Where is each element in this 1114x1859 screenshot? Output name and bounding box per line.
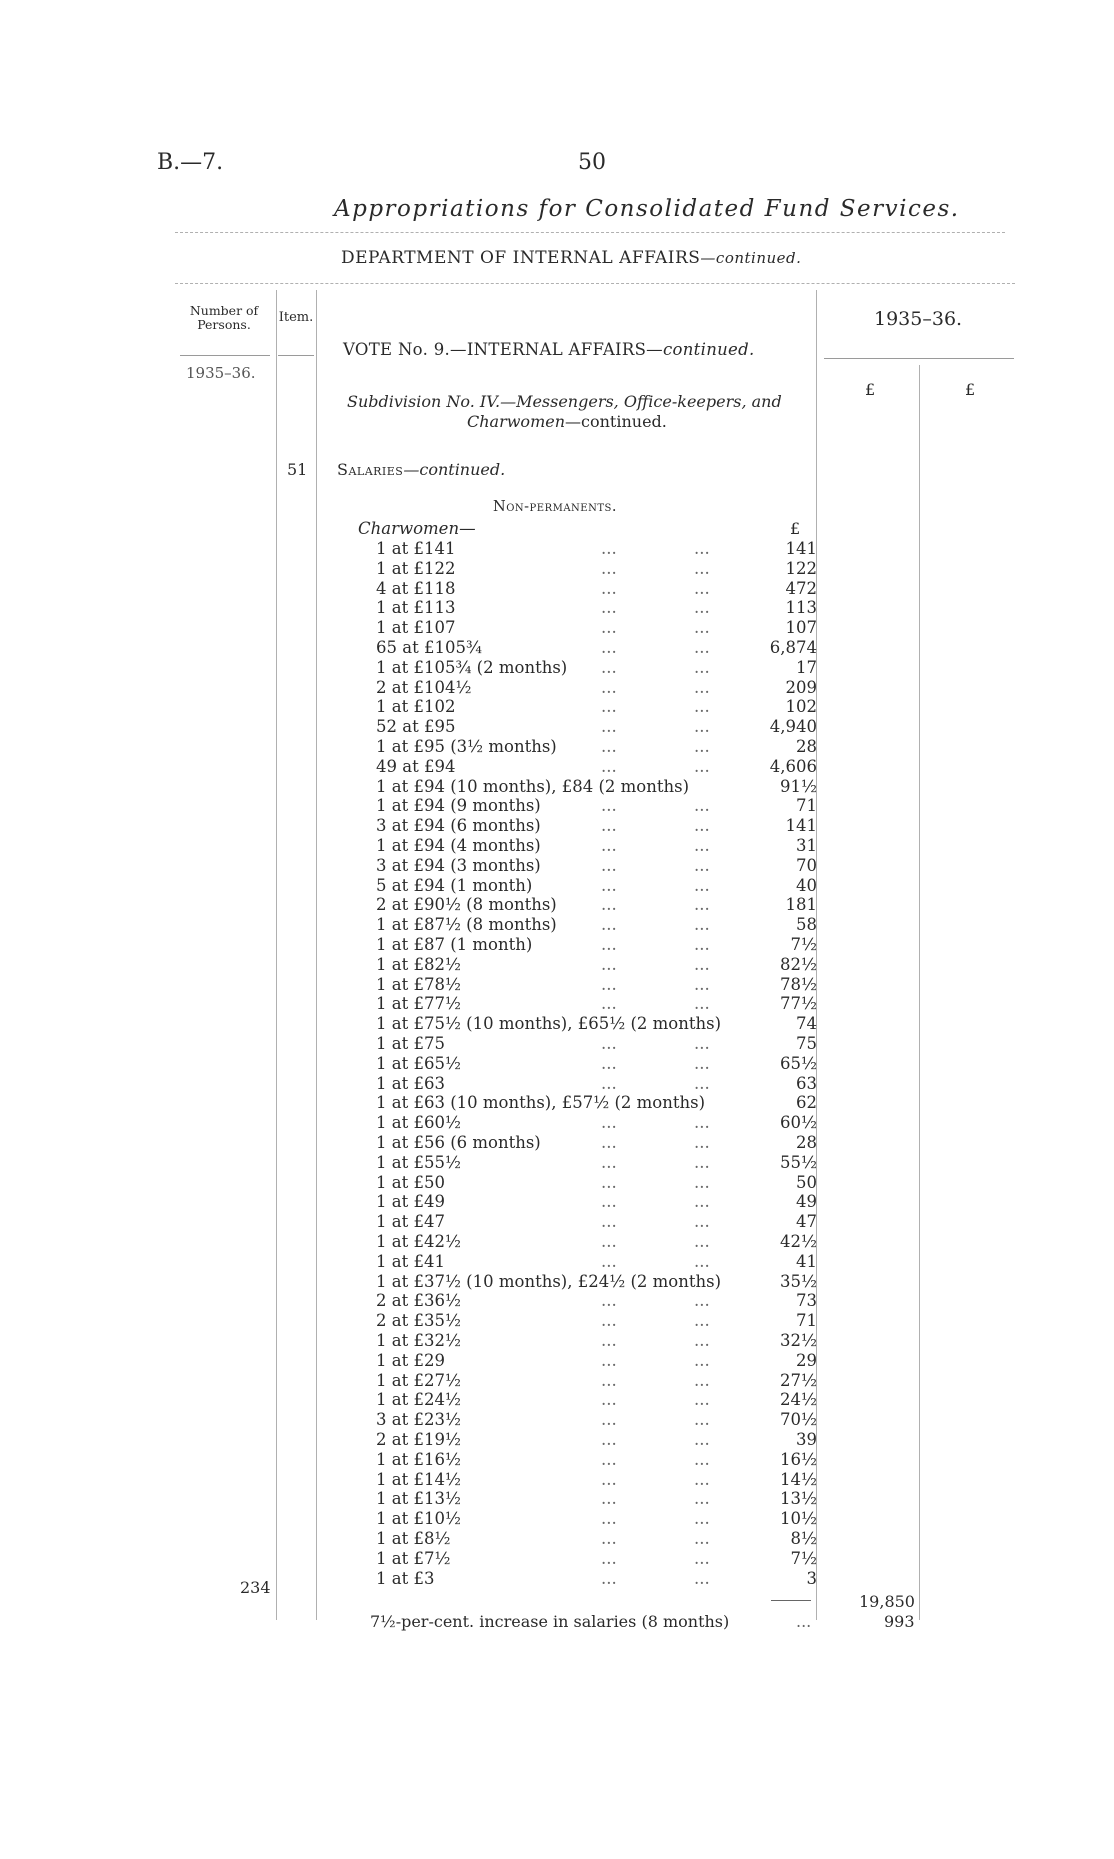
row-leader: ... [601, 895, 617, 915]
row-description: 2 at £90½ (8 months) [376, 895, 557, 915]
row-amount: 472 [785, 578, 817, 598]
row-leader: ... [601, 855, 617, 875]
row-leader: ... [601, 1410, 617, 1430]
table-row [376, 1153, 936, 1173]
row-amount: 60½ [780, 1113, 817, 1133]
salaries-continued: —continued. [403, 460, 506, 479]
row-amount: 4,606 [769, 756, 817, 776]
row-leader: ... [694, 1232, 710, 1251]
row-leader: ... [694, 1410, 710, 1430]
row-leader: ... [601, 1291, 617, 1311]
row-leader: ... [601, 1331, 617, 1350]
table-row [376, 1074, 936, 1094]
row-amount: 102 [785, 697, 817, 717]
row-description: 3 at £94 (3 months) [376, 855, 541, 875]
row-description: 1 at £50 [376, 1172, 445, 1192]
row-description: 3 at £23½ [376, 1410, 461, 1430]
row-description: 3 at £94 (6 months) [376, 816, 541, 836]
total-rule [771, 1600, 811, 1601]
row-leader: ... [601, 1311, 617, 1331]
row-description: 4 at £118 [376, 578, 456, 598]
table-row [376, 618, 936, 638]
table-row [376, 876, 936, 896]
row-amount: 71 [796, 1311, 817, 1331]
row-description: 49 at £94 [376, 756, 456, 776]
row-amount: 122 [785, 558, 817, 578]
table-row [376, 658, 936, 678]
row-leader: ... [694, 994, 710, 1014]
row-amount: 63 [796, 1073, 817, 1093]
row-leader: ... [601, 1113, 617, 1133]
row-leader: ... [694, 1568, 710, 1588]
row-description: 1 at £141 [376, 539, 456, 558]
row-amount: 74 [796, 1014, 817, 1034]
department-continued: —continued. [700, 249, 802, 267]
row-leader: ... [694, 1251, 710, 1271]
row-leader: ... [601, 1350, 617, 1370]
row-leader: ... [601, 1449, 617, 1469]
row-description: 1 at £122 [376, 558, 456, 578]
row-leader: ... [694, 796, 710, 816]
row-leader: ... [601, 618, 617, 638]
row-amount: 6,874 [769, 638, 817, 657]
row-amount: 10½ [780, 1509, 817, 1529]
table-row [376, 1014, 936, 1034]
row-amount: 141 [785, 816, 817, 836]
row-leader: ... [601, 1034, 617, 1053]
row-leader: ... [694, 598, 710, 618]
row-leader: ... [694, 618, 710, 638]
row-leader: ... [694, 638, 710, 657]
table-row [376, 1054, 936, 1074]
row-description: 1 at £94 (4 months) [376, 836, 541, 855]
row-amount: 24½ [780, 1390, 817, 1410]
row-amount: 141 [785, 539, 817, 558]
amount-pound-sign: £ [790, 519, 801, 538]
row-description: 1 at £94 (9 months) [376, 796, 541, 816]
salaries-label: Salaries [337, 460, 404, 479]
table-row [376, 994, 936, 1014]
row-amount: 209 [785, 677, 817, 697]
row-leader: ... [601, 1192, 617, 1212]
row-leader: ... [694, 974, 710, 994]
subdivision-line-2 [467, 412, 667, 431]
table-row [376, 1034, 936, 1054]
row-leader: ... [694, 895, 710, 915]
row-leader: ... [694, 1370, 710, 1390]
row-description: 5 at £94 (1 month) [376, 875, 533, 895]
row-amount: 73 [796, 1291, 817, 1311]
row-amount: 62 [796, 1093, 817, 1113]
table-row [376, 598, 936, 618]
row-description: 65 at £105¾ [376, 638, 482, 657]
row-description: 1 at £49 [376, 1192, 445, 1212]
row-amount: 65½ [780, 1053, 817, 1073]
row-amount: 41 [796, 1251, 817, 1271]
page-ref: B.—7. [157, 150, 224, 175]
table-row [376, 1173, 936, 1193]
row-leader: ... [601, 1152, 617, 1172]
row-description: 1 at £7½ [376, 1548, 451, 1568]
row-description: 2 at £19½ [376, 1430, 461, 1449]
subdivision-continued: —continued. [565, 412, 667, 431]
row-leader: ... [601, 1251, 617, 1271]
table-row [376, 678, 936, 698]
row-leader: ... [601, 638, 617, 657]
table-row [376, 1470, 936, 1490]
row-leader: ... [601, 717, 617, 737]
row-leader: ... [601, 697, 617, 717]
row-amount: 17 [796, 657, 817, 677]
subdivision-line-1: Subdivision No. IV.—Messengers, Office-keepers, and [347, 392, 782, 411]
row-description: 1 at £77½ [376, 994, 461, 1014]
row-amount: 35½ [780, 1271, 817, 1291]
title-rule [175, 232, 1005, 233]
row-leader: ... [601, 756, 617, 776]
row-description: 1 at £56 (6 months) [376, 1133, 541, 1152]
row-amount: 47 [796, 1212, 817, 1232]
table-row [376, 1311, 936, 1331]
page-title: Appropriations for Consolidated Fund Services. [334, 196, 960, 222]
row-amount: 39 [796, 1430, 817, 1449]
row-description: 1 at £42½ [376, 1232, 461, 1251]
row-description: 2 at £36½ [376, 1291, 461, 1311]
header-number-of-persons: Number of Persons. [189, 303, 259, 332]
row-leader: ... [601, 1509, 617, 1529]
table-row [376, 1331, 936, 1351]
column-pound-2: £ [965, 380, 976, 399]
row-description: 1 at £14½ [376, 1469, 461, 1489]
row-description: 1 at £16½ [376, 1449, 461, 1469]
item-number: 51 [287, 460, 308, 479]
row-leader: ... [694, 1291, 710, 1311]
row-leader: ... [694, 1152, 710, 1172]
row-leader: ... [694, 1390, 710, 1410]
row-leader: ... [694, 1053, 710, 1073]
row-description: 1 at £82½ [376, 954, 461, 974]
row-leader: ... [694, 1212, 710, 1232]
row-description: 1 at £37½ (10 months), £24½ (2 months) [376, 1271, 722, 1291]
table-row [376, 579, 936, 599]
table-row [376, 1569, 936, 1589]
row-amount: 14½ [780, 1469, 817, 1489]
vote-title: VOTE No. 9.—INTERNAL AFFAIRS— [343, 340, 663, 359]
row-leader: ... [601, 994, 617, 1014]
row-leader: ... [601, 836, 617, 855]
subdivision-charwomen: Charwomen [467, 412, 566, 431]
table-row [376, 539, 936, 559]
table-row [376, 915, 936, 935]
table-row [376, 1113, 936, 1133]
row-leader: ... [601, 1529, 617, 1548]
row-description: 1 at £13½ [376, 1489, 461, 1509]
persons-year: 1935–36. [186, 364, 256, 382]
table-row [376, 1272, 936, 1292]
table-row [376, 737, 936, 757]
table-row [376, 955, 936, 975]
row-leader: ... [601, 1568, 617, 1588]
row-leader: ... [694, 1034, 710, 1053]
row-amount: 50 [796, 1172, 817, 1192]
row-description: 1 at £24½ [376, 1390, 461, 1410]
row-leader: ... [694, 875, 710, 895]
table-row [376, 1430, 936, 1450]
row-amount: 49 [796, 1192, 817, 1212]
row-leader: ... [601, 657, 617, 677]
table-row [376, 796, 936, 816]
row-leader: ... [694, 539, 710, 558]
row-leader: ... [694, 558, 710, 578]
table-row [376, 1252, 936, 1272]
header-rule-right [824, 358, 1014, 359]
table-row [376, 1489, 936, 1509]
row-leader: ... [694, 756, 710, 776]
row-leader: ... [601, 915, 617, 935]
row-description: 1 at £60½ [376, 1113, 461, 1133]
table-row [376, 836, 936, 856]
row-leader: ... [601, 1430, 617, 1449]
increase-amount: 993 [884, 1612, 915, 1631]
table-row [376, 717, 936, 737]
row-leader: ... [601, 737, 617, 756]
row-leader: ... [601, 578, 617, 598]
row-description: 1 at £55½ [376, 1152, 461, 1172]
row-amount: 3 [806, 1568, 817, 1588]
row-amount: 78½ [780, 974, 817, 994]
row-amount: 71 [796, 796, 817, 816]
column-pound-1: £ [865, 380, 876, 399]
header-rule-item [278, 355, 314, 356]
row-leader: ... [694, 697, 710, 717]
row-description: 1 at £63 [376, 1073, 445, 1093]
row-leader: ... [601, 1489, 617, 1509]
row-leader: ... [601, 1232, 617, 1251]
department-heading [341, 248, 801, 268]
col-rule-persons [276, 290, 277, 1620]
row-description: 1 at £8½ [376, 1529, 451, 1548]
department-rule [175, 283, 1015, 284]
row-amount: 70 [796, 855, 817, 875]
row-leader: ... [601, 598, 617, 618]
row-description: 1 at £65½ [376, 1053, 461, 1073]
row-leader: ... [694, 657, 710, 677]
row-leader: ... [601, 1370, 617, 1390]
increase-leader: ... [796, 1612, 812, 1631]
row-description: 1 at £47 [376, 1212, 445, 1232]
row-leader: ... [601, 539, 617, 558]
row-leader: ... [601, 935, 617, 954]
vote-continued: continued. [662, 340, 755, 359]
row-description: 1 at £41 [376, 1251, 445, 1271]
table-row [376, 1529, 936, 1549]
row-leader: ... [601, 816, 617, 836]
vote-heading [343, 340, 755, 359]
row-leader: ... [694, 1311, 710, 1331]
non-permanents-heading: Non-permanents. [493, 499, 617, 515]
row-amount: 58 [796, 915, 817, 935]
table-row [376, 1351, 936, 1371]
row-amount: 29 [796, 1350, 817, 1370]
table-row [376, 856, 936, 876]
row-description: 1 at £75½ (10 months), £65½ (2 months) [376, 1014, 722, 1034]
row-amount: 8½ [790, 1529, 817, 1548]
row-leader: ... [694, 855, 710, 875]
page-number: 50 [578, 150, 606, 175]
row-description: 2 at £35½ [376, 1311, 461, 1331]
row-description: 1 at £78½ [376, 974, 461, 994]
row-leader: ... [694, 935, 710, 954]
row-leader: ... [694, 1172, 710, 1192]
row-leader: ... [694, 1192, 710, 1212]
table-row [376, 1212, 936, 1232]
table-row [376, 935, 936, 955]
table-row [376, 1291, 936, 1311]
increase-text: 7½-per-cent. increase in salaries (8 months) [370, 1612, 730, 1631]
table-row [376, 757, 936, 777]
row-description: 52 at £95 [376, 717, 456, 737]
row-description: 1 at £63 (10 months), £57½ (2 months) [376, 1093, 706, 1113]
row-amount: 4,940 [769, 717, 817, 737]
row-leader: ... [601, 1172, 617, 1192]
row-leader: ... [601, 1053, 617, 1073]
header-year: 1935–36. [874, 308, 963, 330]
row-amount: 7½ [790, 1548, 817, 1568]
row-leader: ... [694, 717, 710, 737]
row-amount: 75 [796, 1034, 817, 1053]
row-amount: 7½ [790, 935, 817, 954]
row-description: 1 at £113 [376, 598, 456, 618]
row-leader: ... [694, 1469, 710, 1489]
row-leader: ... [694, 954, 710, 974]
table-row [376, 816, 936, 836]
row-leader: ... [694, 1548, 710, 1568]
row-leader: ... [694, 1489, 710, 1509]
row-leader: ... [694, 915, 710, 935]
table-row [376, 1232, 936, 1252]
table-row [376, 1509, 936, 1529]
row-amount: 107 [785, 618, 817, 638]
row-leader: ... [601, 677, 617, 697]
table-row [376, 1093, 936, 1113]
row-leader: ... [601, 1133, 617, 1152]
row-description: 1 at £87 (1 month) [376, 935, 533, 954]
row-description: 1 at £87½ (8 months) [376, 915, 557, 935]
row-leader: ... [601, 974, 617, 994]
row-description: 1 at £10½ [376, 1509, 461, 1529]
table-row [376, 1450, 936, 1470]
table-row [376, 895, 936, 915]
row-amount: 13½ [780, 1489, 817, 1509]
row-amount: 113 [785, 598, 817, 618]
row-leader: ... [694, 1331, 710, 1350]
row-description: 1 at £32½ [376, 1331, 461, 1350]
table-row [376, 1390, 936, 1410]
row-leader: ... [694, 1449, 710, 1469]
row-leader: ... [694, 836, 710, 855]
row-description: 1 at £29 [376, 1350, 445, 1370]
row-leader: ... [694, 737, 710, 756]
row-leader: ... [601, 1212, 617, 1232]
col-rule-item [316, 290, 317, 1620]
row-description: 1 at £75 [376, 1034, 445, 1053]
row-amount: 40 [796, 875, 817, 895]
row-description: 1 at £102 [376, 697, 456, 717]
header-item: Item. [278, 310, 314, 325]
row-amount: 32½ [780, 1331, 817, 1350]
table-row [376, 697, 936, 717]
table-row [376, 1192, 936, 1212]
row-description: 2 at £104½ [376, 677, 472, 697]
table-row [376, 638, 936, 658]
row-amount: 91½ [780, 776, 817, 796]
row-amount: 16½ [780, 1449, 817, 1469]
row-leader: ... [601, 954, 617, 974]
row-leader: ... [694, 1113, 710, 1133]
row-amount: 28 [796, 1133, 817, 1152]
charwomen-label: Charwomen— [358, 519, 476, 538]
row-leader: ... [694, 1133, 710, 1152]
row-description: 1 at £27½ [376, 1370, 461, 1390]
row-leader: ... [694, 1073, 710, 1093]
row-amount: 28 [796, 737, 817, 756]
header-rule-left [180, 355, 270, 356]
total-amount: 19,850 [859, 1592, 915, 1611]
table-row [376, 1371, 936, 1391]
row-leader: ... [694, 816, 710, 836]
row-description: 1 at £107 [376, 618, 456, 638]
row-leader: ... [601, 875, 617, 895]
row-leader: ... [601, 1548, 617, 1568]
table-row [376, 559, 936, 579]
row-description: 1 at £94 (10 months), £84 (2 months) [376, 776, 690, 796]
salaries-heading [337, 460, 505, 479]
row-description: 1 at £95 (3½ months) [376, 737, 557, 756]
row-leader: ... [601, 558, 617, 578]
row-amount: 31 [796, 836, 817, 855]
row-leader: ... [694, 1350, 710, 1370]
row-amount: 27½ [780, 1370, 817, 1390]
row-leader: ... [694, 1529, 710, 1548]
department-name: DEPARTMENT OF INTERNAL AFFAIRS [341, 248, 701, 268]
row-leader: ... [694, 578, 710, 598]
row-description: 1 at £105¾ (2 months) [376, 657, 568, 677]
total-persons: 234 [240, 1578, 271, 1597]
table-row [376, 1133, 936, 1153]
row-amount: 77½ [780, 994, 817, 1014]
row-amount: 82½ [780, 954, 817, 974]
row-leader: ... [601, 796, 617, 816]
row-leader: ... [601, 1390, 617, 1410]
row-amount: 55½ [780, 1152, 817, 1172]
table-row [376, 777, 936, 797]
row-leader: ... [601, 1469, 617, 1489]
row-leader: ... [694, 1509, 710, 1529]
row-amount: 70½ [780, 1410, 817, 1430]
row-amount: 42½ [780, 1232, 817, 1251]
row-leader: ... [694, 677, 710, 697]
row-leader: ... [601, 1073, 617, 1093]
table-row [376, 1549, 936, 1569]
row-amount: 181 [785, 895, 817, 915]
table-row [376, 975, 936, 995]
table-row [376, 1410, 936, 1430]
row-description: 1 at £3 [376, 1568, 435, 1588]
row-leader: ... [694, 1430, 710, 1449]
